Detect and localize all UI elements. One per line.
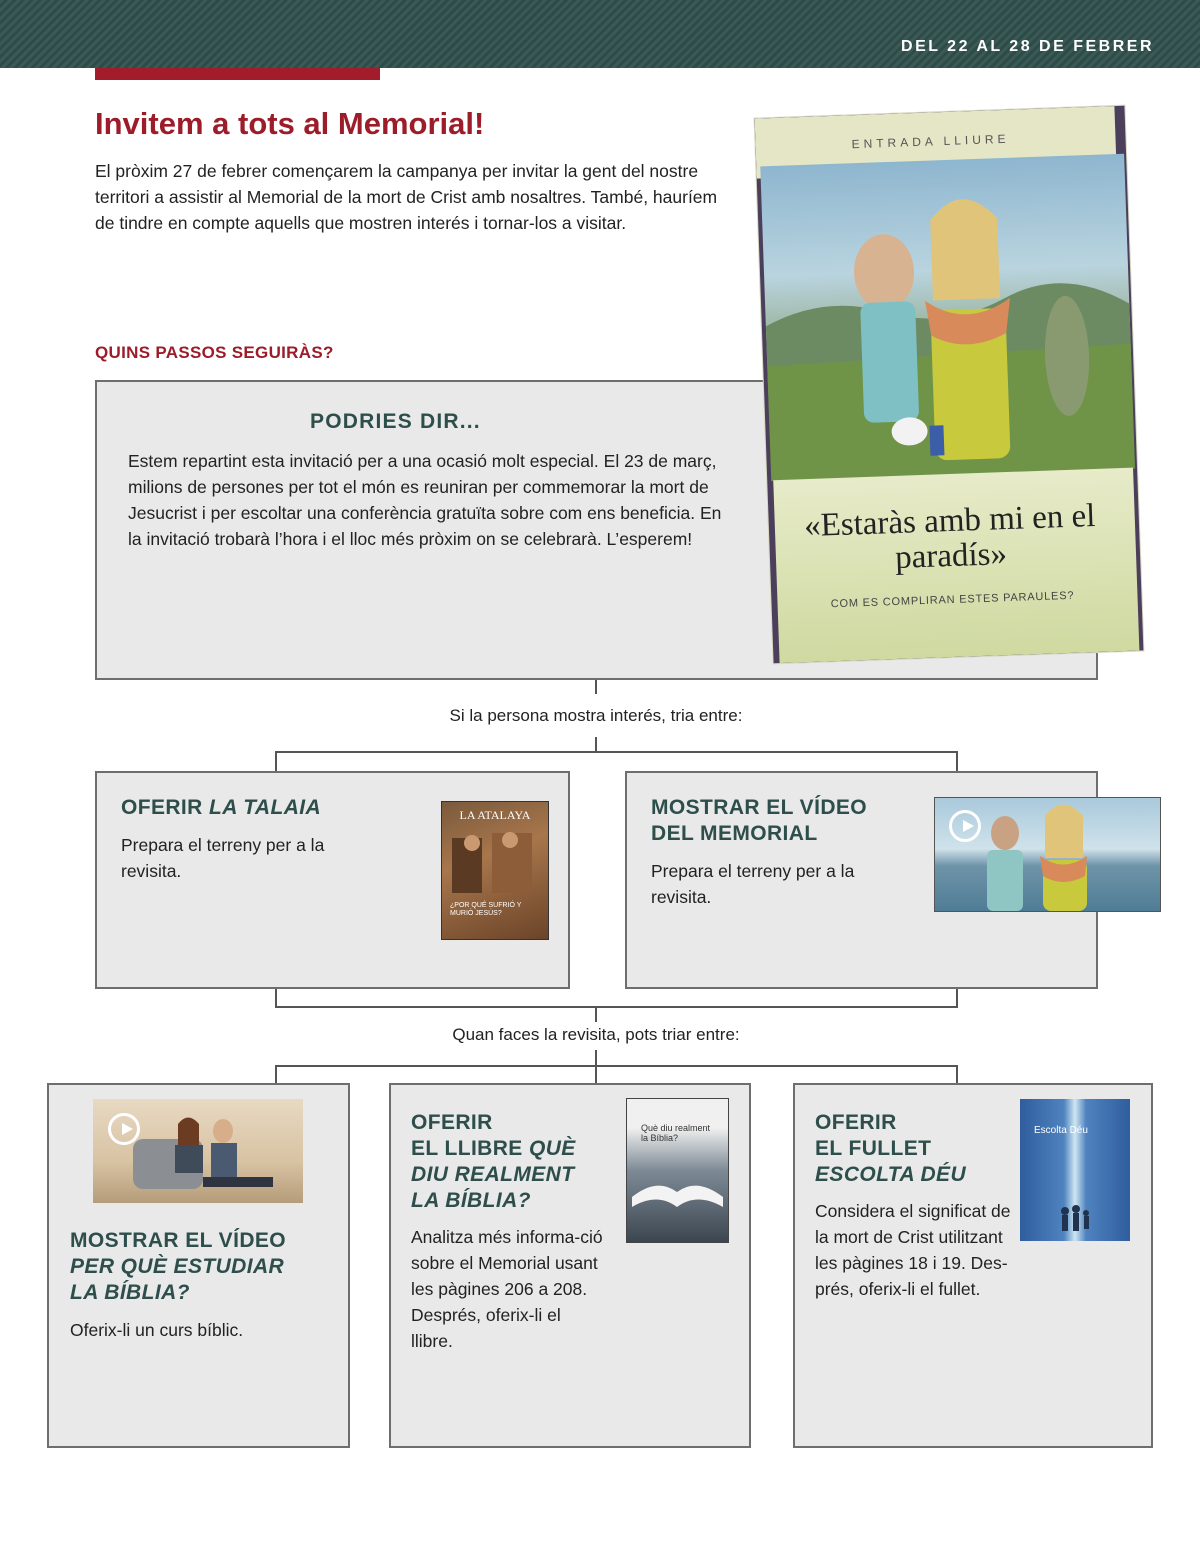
connector-line (956, 989, 958, 1007)
intro-paragraph: El pròxim 27 de febrer començarem la campanya per invitar la gent del nostre territori a assistir al Memorial de la mort de Crist amb nosaltres. També, hauríem de tindre en compte aquells que mostren interés i tornar-los a visitar. (95, 161, 718, 233)
play-icon[interactable] (949, 810, 981, 842)
option-video-memorial-title: MOSTRAR EL VÍDEO DEL MEMORIAL (651, 796, 868, 845)
talaia-cover-question: ¿POR QUÉ SUFRIÓ Y MURIÓ JESÚS? (450, 902, 522, 917)
option-brochure-title: OFERIR EL FULLET ESCOLTA DÉU (815, 1111, 967, 1186)
invitation-photo (760, 154, 1135, 482)
date-range: DEL 22 AL 28 DE FEBRER (901, 38, 1154, 55)
option-talaia-text: Prepara el terreny per a la revisita. (121, 835, 325, 881)
connector-line (956, 751, 958, 771)
invitation-subtitle: COM ES COMPLIRAN ESTES PARAULES? (830, 589, 1075, 611)
talaia-cover-illustration (442, 828, 548, 898)
section-heading: QUINS PASSOS SEGUIRÀS? (95, 343, 334, 362)
option-talaia-title: OFERIR LA TALAIA (121, 796, 322, 819)
option-video-study-title: MOSTRAR EL VÍDEO PER QUÈ ESTUDIAR LA BÍBLIA? (70, 1229, 287, 1304)
connector-line (275, 751, 958, 753)
open-book-illustration (627, 1167, 728, 1242)
connector-line (595, 680, 597, 694)
option-book-text: Analitza més informa-ció sobre el Memorial usant les pàgines 206 a 208. Després, oferix-li el llibre. (411, 1227, 603, 1351)
study-video-thumbnail[interactable] (93, 1099, 303, 1203)
memorial-video-thumbnail[interactable] (934, 797, 1161, 912)
say-heading: PODRIES DIR... (310, 410, 481, 433)
invitation-title: «Estaràs amb mi en el paradís» (803, 497, 1097, 576)
family-walking-illustration (1020, 1189, 1130, 1241)
play-icon[interactable] (108, 1113, 140, 1145)
branch-label-interest: Si la persona mostra interés, tria entre: (449, 706, 743, 725)
connector-line (595, 1006, 597, 1022)
invitation-free-entry: ENTRADA LLIURE (851, 131, 1010, 152)
talaia-magazine-cover-image (441, 801, 549, 940)
connector-line (595, 1065, 597, 1083)
connector-line (275, 1065, 277, 1083)
accent-bar (95, 68, 380, 80)
listen-to-god-brochure-cover-image (1020, 1099, 1130, 1241)
book-cover-title: Què diu realment la Bíblia? (641, 1123, 711, 1143)
option-video-memorial-text: Prepara el terreny per a la revisita. (651, 861, 855, 907)
option-brochure-text: Considera el significat de la mort de Crist utilitzant les pàgines 18 i 19. Des-prés, oferix-li el fullet. (815, 1201, 1011, 1299)
branch-label-revisit: Quan faces la revisita, pots triar entre: (452, 1025, 740, 1044)
say-text: Estem repartint esta invitació per a una ocasió molt especial. El 23 de març, milions de persones per tot el món es reuniran per commemorar la mort de Jesucrist i per escoltar una conferència gratuïta sobre com ens beneficia. En la invitació trobarà l’hora i el lloc més pròxim on se celebrarà. L’esperem! (128, 451, 722, 549)
option-book-title: OFERIR EL LLIBRE QUÈ DIU REALMENT LA BÍBLIA? (411, 1111, 576, 1212)
paradise-scene-illustration (760, 154, 1135, 482)
invitation-card-image (755, 106, 1144, 664)
connector-line (595, 1050, 597, 1066)
connector-line (595, 737, 597, 752)
talaia-cover-brand: LA ATALAYA (459, 808, 531, 822)
connector-line (956, 1065, 958, 1083)
page-title: Invitem a tots al Memorial! (95, 106, 485, 141)
bible-teach-book-cover-image (626, 1098, 729, 1243)
connector-line (275, 1065, 958, 1067)
connector-line (275, 989, 277, 1007)
header-bar (0, 0, 1200, 68)
connector-line (275, 1006, 958, 1008)
connector-line (275, 751, 277, 771)
brochure-cover-title: Escolta Déu (1034, 1125, 1088, 1136)
invitation-title-panel (773, 468, 1139, 663)
option-video-study-text: Oferix-li un curs bíblic. (70, 1320, 244, 1340)
